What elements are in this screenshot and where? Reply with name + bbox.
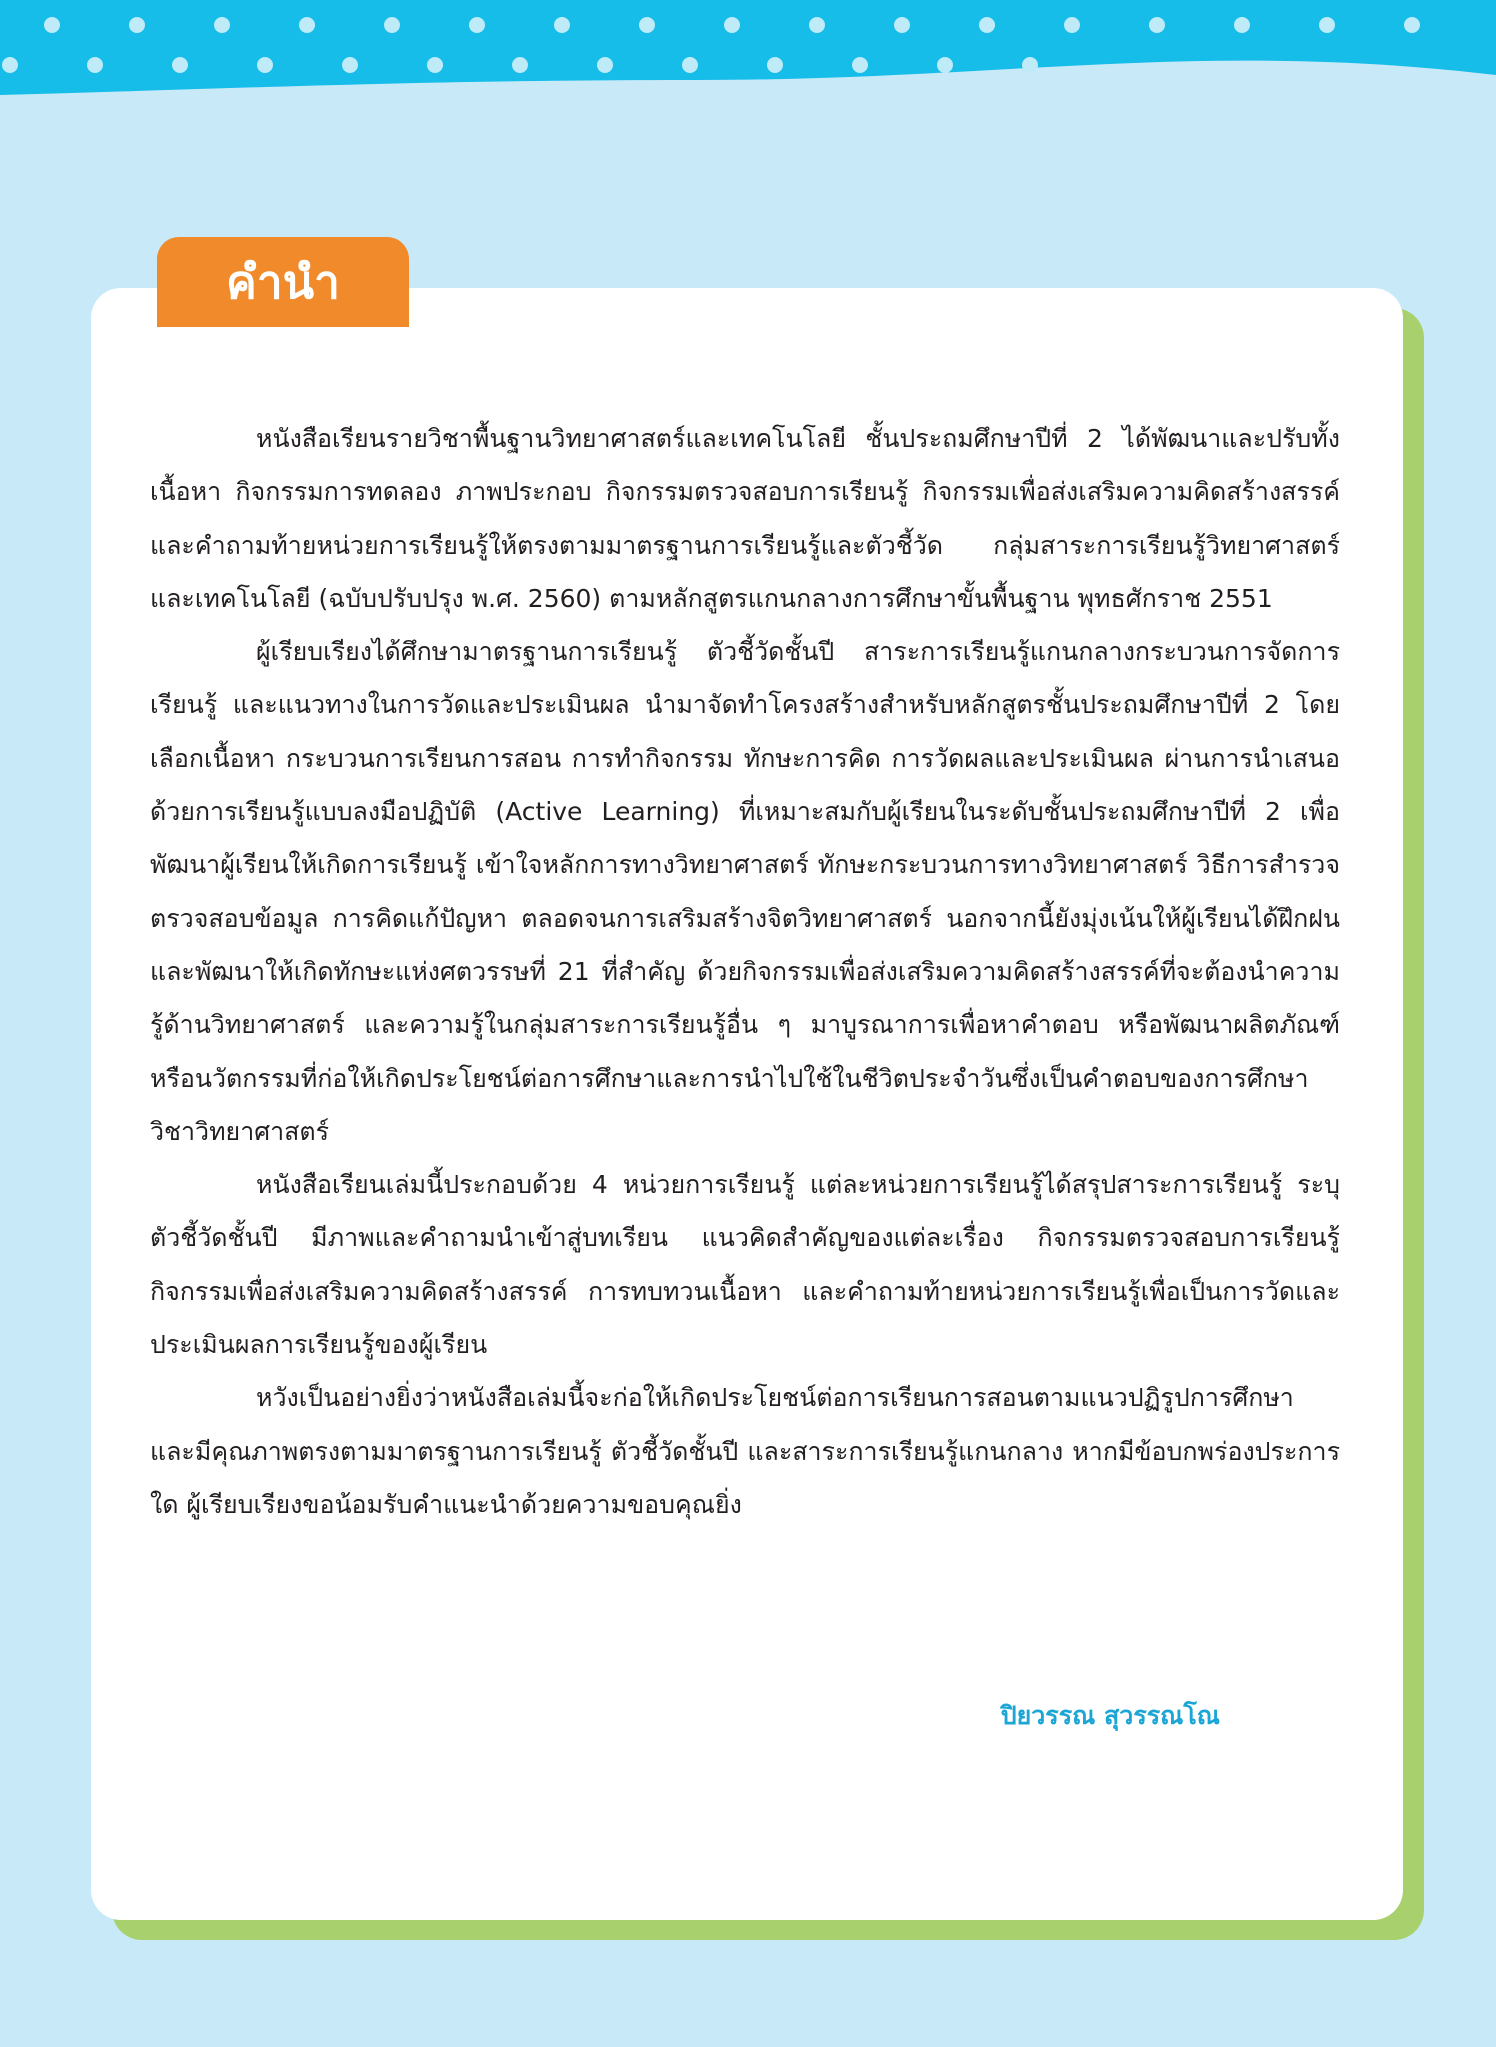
banner-dot <box>427 57 443 73</box>
banner-dot <box>554 17 570 33</box>
banner-dot <box>384 17 400 33</box>
banner-dot <box>597 57 613 73</box>
banner-dot <box>724 17 740 33</box>
banner-dot <box>87 57 103 73</box>
banner-dot <box>2 57 18 73</box>
banner-dot <box>1064 17 1080 33</box>
preface-paragraph-1: หนังสือเรียนรายวิชาพื้นฐานวิทยาศาสตร์และเทคโนโลยี ชั้นประถมศึกษาปีที่ 2 ได้พัฒนาและปรับทั้งเนื้อหา กิจกรรมการทดลอง ภาพประกอบ กิจกรรมตรวจสอบการเรียนรู้ กิจกรรมเพื่อส่งเสริมความคิดสร้างสรรค์และคำถามท้ายหน่วยการเรียนรู้ให้ตรงตามมาตรฐานการเรียนรู้และตัวชี้วัด กลุ่มสาระการเรียนรู้วิทยาศาสตร์และเทคโนโลยี (ฉบับปรับปรุง พ.ศ. 2560) ตามหลักสูตรแกนกลางการศึกษาขั้นพื้นฐาน พุทธศักราช 2551 <box>150 424 1340 613</box>
banner-dot <box>979 17 995 33</box>
preface-paragraph-3: หนังสือเรียนเล่มนี้ประกอบด้วย 4 หน่วยการเรียนรู้ แต่ละหน่วยการเรียนรู้ได้สรุปสาระการเรียนรู้ ระบุตัวชี้วัดชั้นปี มีภาพและคำถามนำเข้าสู่บทเรียน แนวคิดสำคัญของแต่ละเรื่อง กิจกรรมตรวจสอบการเรียนรู้ กิจกรรมเพื่อส่งเสริมความคิดสร้างสรรค์ การทบทวนเนื้อหา และคำถามท้ายหน่วยการเรียนรู้เพื่อเป็นการวัดและประเมินผลการเรียนรู้ของผู้เรียน <box>150 1170 1340 1360</box>
banner-dot <box>469 17 485 33</box>
preface-paragraph-2: ผู้เรียบเรียงได้ศึกษามาตรฐานการเรียนรู้ ตัวชี้วัดชั้นปี สาระการเรียนรู้แกนกลางกระบวนการจัดการเรียนรู้ และแนวทางในการวัดและประเมินผล นำมาจัดทำโครงสร้างสำหรับหลักสูตรชั้นประถมศึกษาปีที่ 2 โดยเลือกเนื้อหา กระบวนการเรียนการสอน การทำกิจกรรม ทักษะการคิด การวัดผลและประเมินผล ผ่านการนำเสนอด้วยการเรียนรู้แบบลงมือปฏิบัติ (Active Learning) ที่เหมาะสมกับผู้เรียนในระดับชั้นประถมศึกษาปีที่ 2 เพื่อพัฒนาผู้เรียนให้เกิดการเรียนรู้ เข้าใจหลักการทางวิทยาศาสตร์ ทักษะกระบวนการทางวิทยาศาสตร์ วิธีการสำรวจตรวจสอบข้อมูล การคิดแก้ปัญหา ตลอดจนการเสริมสร้างจิตวิทยาศาสตร์ นอกจากนี้ยังมุ่งเน้นให้ผู้เรียนได้ฝึกฝนและพัฒนาให้เกิดทักษะแห่งศตวรรษที่ 21 ที่สำคัญ ด้วยกิจกรรมเพื่อส่งเสริมความคิดสร้างสรรค์ที่จะต้องนำความรู้ด้านวิทยาศาสตร์ และความรู้ในกลุ่มสาระการเรียนรู้อื่น ๆ มาบูรณาการเพื่อหาคำตอบ หรือพัฒนาผลิตภัณฑ์ หรือนวัตกรรมที่ก่อให้เกิดประโยชน์ต่อการศึกษาและการนำไปใช้ในชีวิตประจำวันซึ่งเป็นคำตอบของการศึกษาวิชาวิทยาศาสตร์ <box>150 637 1340 1146</box>
banner-dot <box>129 17 145 33</box>
banner-dot <box>214 17 230 33</box>
top-wave-banner <box>0 0 1496 110</box>
banner-dot <box>937 57 953 73</box>
preface-paragraph-4: หวังเป็นอย่างยิ่งว่าหนังสือเล่มนี้จะก่อให้เกิดประโยชน์ต่อการเรียนการสอนตามแนวปฏิรูปการศึกษา และมีคุณภาพตรงตามมาตรฐานการเรียนรู้ ตัวชี้วัดชั้นปี และสาระการเรียนรู้แกนกลาง หากมีข้อบกพร่องประการใด ผู้เรียบเรียงขอน้อมรับคำแนะนำด้วยความขอบคุณยิ่ง <box>150 1383 1340 1519</box>
banner-dot <box>852 57 868 73</box>
banner-dot <box>512 57 528 73</box>
page-title: คำนำ <box>226 255 340 309</box>
preface-body <box>150 412 1340 1531</box>
banner-dot <box>1149 17 1165 33</box>
banner-dot <box>809 17 825 33</box>
banner-dot <box>342 57 358 73</box>
banner-dot <box>894 17 910 33</box>
banner-dot <box>639 17 655 33</box>
banner-dot <box>1404 17 1420 33</box>
banner-dot <box>44 17 60 33</box>
banner-dot <box>682 57 698 73</box>
banner-dot <box>767 57 783 73</box>
banner-dot <box>172 57 188 73</box>
banner-dot <box>1234 17 1250 33</box>
banner-dot <box>1319 17 1335 33</box>
banner-dot <box>1022 57 1038 73</box>
banner-dot <box>299 17 315 33</box>
author-signature: ปิยวรรณ สุวรรณโณ <box>1000 1701 1220 1730</box>
banner-dot <box>257 57 273 73</box>
title-tab <box>157 237 409 327</box>
